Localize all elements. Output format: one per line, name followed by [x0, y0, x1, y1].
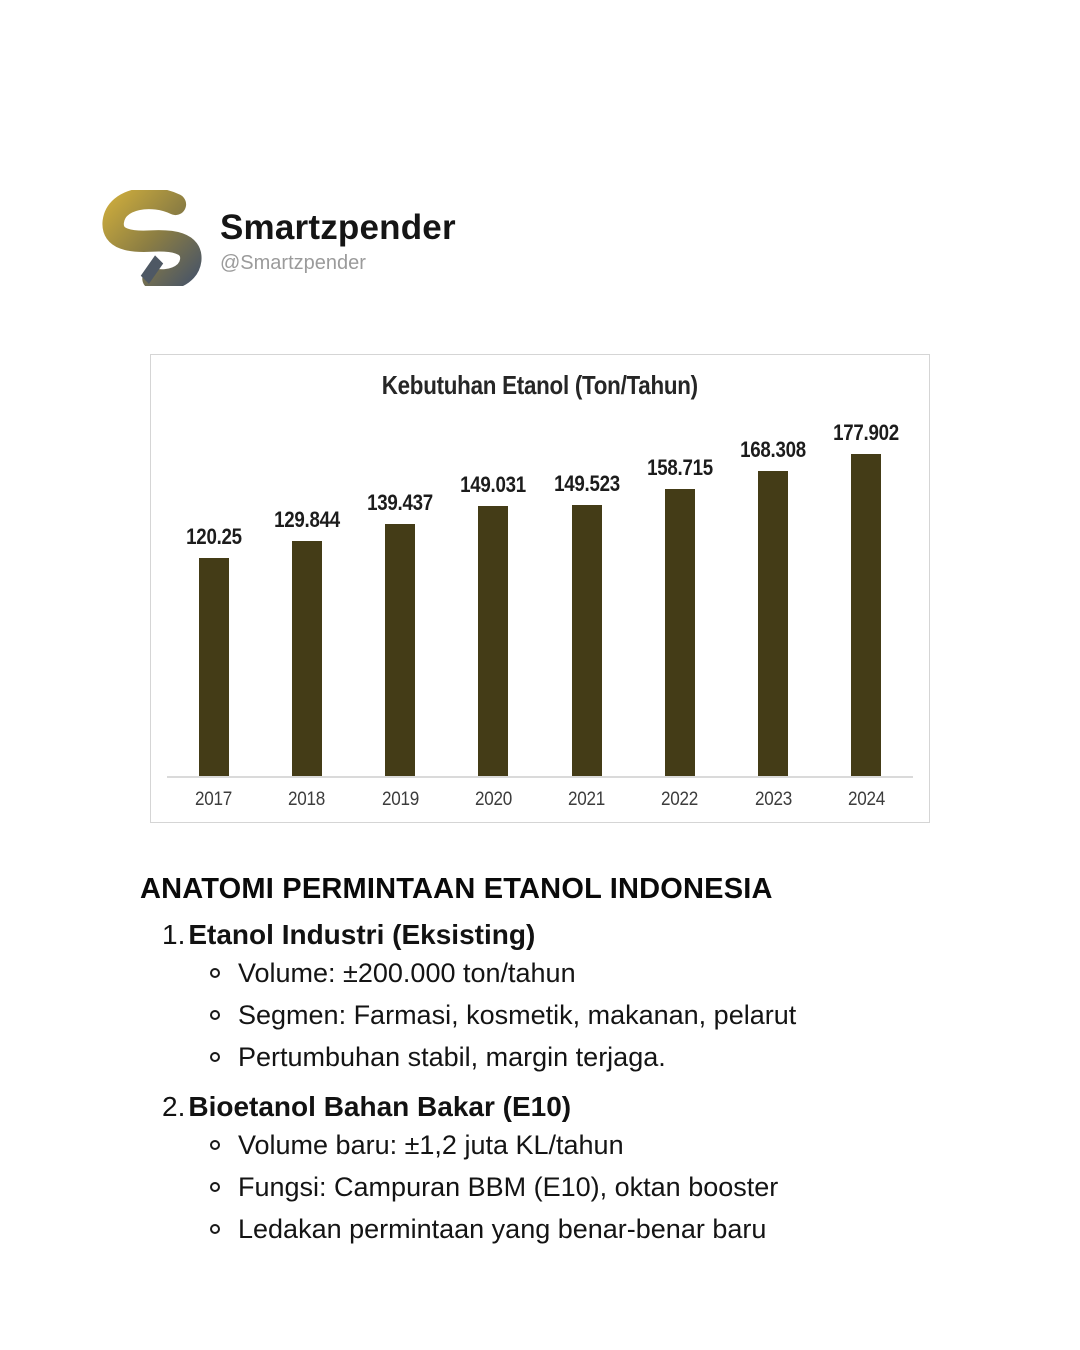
bullet-item: [210, 1208, 1000, 1250]
bar-slot: [260, 507, 353, 776]
bar-chart: [150, 354, 930, 823]
brand-handle: @Smartzpender: [220, 251, 366, 274]
bullet-text: Ledakan permintaan yang benar-benar baru: [238, 1213, 767, 1244]
bar-value-label: 149.523: [553, 471, 620, 496]
bar-slot: [167, 524, 260, 776]
list-item-2: [162, 1089, 1000, 1124]
bar-2024: [833, 420, 900, 776]
x-tick-label: 2024: [847, 789, 885, 810]
x-tick-label: 2021: [568, 789, 606, 810]
circle-bullet-icon: [210, 1140, 220, 1150]
circle-bullet-icon: [210, 1010, 220, 1020]
x-tick-label: 2018: [288, 789, 326, 810]
x-tick-label: 2023: [754, 789, 792, 810]
brand-text: [220, 202, 456, 275]
bar-slot: [727, 437, 820, 776]
brand-name: Smartzpender: [220, 207, 456, 247]
circle-bullet-icon: [210, 1052, 220, 1062]
bullet-text: Volume baru: ±1,2 juta KL/tahun: [238, 1129, 624, 1160]
bullet-item: [210, 1166, 1000, 1208]
bullet-item: [210, 952, 1000, 994]
content-list: [140, 917, 1000, 1250]
bar-value-label: 120.25: [185, 524, 242, 549]
bullet-text: Fungsi: Campuran BBM (E10), oktan booster: [238, 1171, 779, 1202]
plot-area: [167, 415, 913, 778]
bar-slot: [633, 455, 726, 776]
bar-slot: [354, 490, 447, 776]
bullet-text: Pertumbuhan stabil, margin terjaga.: [238, 1041, 666, 1072]
bar-2019: [367, 490, 434, 776]
circle-bullet-icon: [210, 1224, 220, 1234]
bar-value-label: 129.844: [273, 507, 340, 532]
bar-2018: [273, 507, 340, 776]
list-item-title: Bioetanol Bahan Bakar (E10): [188, 1091, 572, 1122]
list-item-title: Etanol Industri (Eksisting): [188, 919, 536, 950]
bar-slot: [447, 472, 540, 776]
circle-bullet-icon: [210, 968, 220, 978]
content-section: [140, 872, 1000, 1250]
list-item-number: 1.: [162, 919, 186, 950]
bar-value-label: 177.902: [833, 420, 900, 445]
bullet-text: Segmen: Farmasi, kosmetik, makanan, pelarut: [238, 999, 797, 1030]
bullet-text: Volume: ±200.000 ton/tahun: [238, 957, 576, 988]
bar-slot: [540, 471, 633, 776]
x-tick-label: 2017: [195, 789, 233, 810]
bar-2022: [646, 455, 713, 776]
bullet-item: [210, 1124, 1000, 1166]
bar-2020: [460, 472, 527, 776]
chart-title: Kebutuhan Etanol (Ton/Tahun): [381, 370, 699, 400]
circle-bullet-icon: [210, 1182, 220, 1192]
bullet-item: [210, 994, 1000, 1036]
brand-header: [100, 190, 456, 286]
x-tick-label: 2022: [661, 789, 699, 810]
bar-value-label: 139.437: [367, 490, 434, 515]
x-axis-labels: [167, 778, 913, 822]
bar-2023: [740, 437, 807, 776]
s-ribbon-icon: [100, 190, 206, 286]
bar-value-label: 168.308: [740, 437, 807, 462]
bar-2017: [185, 524, 242, 776]
bullet-item: [210, 1036, 1000, 1078]
bar-value-label: 149.031: [460, 472, 527, 497]
x-tick-label: 2020: [474, 789, 512, 810]
list-item-number: 2.: [162, 1091, 186, 1122]
bar-value-label: 158.715: [646, 455, 713, 480]
bar-slot: [820, 420, 913, 776]
bar-2021: [553, 471, 620, 776]
section-heading: ANATOMI PERMINTAAN ETANOL INDONESIA: [140, 873, 773, 905]
x-tick-label: 2019: [381, 789, 419, 810]
list-item-1: [162, 917, 1000, 952]
